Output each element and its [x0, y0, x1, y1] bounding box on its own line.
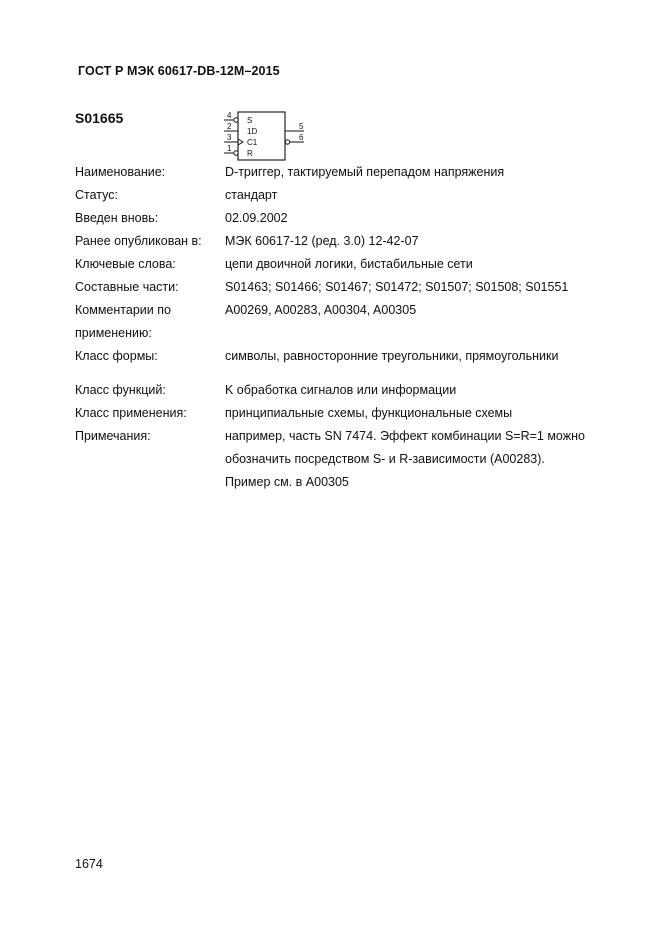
d-flip-flop-symbol [224, 108, 324, 164]
field-value: K обработка сигналов или информации [225, 383, 457, 397]
clock-triangle [238, 139, 243, 145]
field-value: МЭК 60617-12 (ред. 3.0) 12-42-07 [225, 234, 419, 248]
field-value: D-триггер, тактируемый перепадом напряжения [225, 165, 505, 179]
label-1d: 1D [247, 127, 258, 136]
field-value: S01463; S01466; S01467; S01472; S01507; S01508; S01551 [225, 280, 569, 294]
pin-1: 1 [227, 144, 232, 153]
field-label: Наименование: [75, 165, 166, 179]
field-value: A00269, A00283, A00304, A00305 [225, 303, 417, 317]
field-value: стандарт [225, 188, 278, 202]
set-negation-circle [234, 118, 238, 122]
field-value: например, часть SN 7474. Эффект комбинации S=R=1 можно [225, 429, 585, 443]
page-number: 1674 [75, 857, 103, 871]
field-label: Статус: [75, 188, 118, 202]
pin-6: 6 [299, 133, 304, 142]
field-label: Примечания: [75, 429, 151, 443]
pin-2: 2 [227, 122, 232, 131]
field-value: символы, равносторонние треугольники, прямоугольники [225, 349, 559, 363]
field-label: Ключевые слова: [75, 257, 176, 271]
field-value: обозначить посредством S- и R-зависимости (A00283). [225, 452, 545, 466]
field-value: цепи двоичной логики, бистабильные сети [225, 257, 473, 271]
field-label: Класс применения: [75, 406, 187, 420]
field-label: Составные части: [75, 280, 179, 294]
symbol-code: S01665 [75, 110, 124, 126]
field-value: принципиальные схемы, функциональные схемы [225, 406, 513, 420]
field-value: Пример см. в A00305 [225, 475, 349, 489]
field-label: Введен вновь: [75, 211, 159, 225]
field-label: Класс функций: [75, 383, 166, 397]
field-label: Класс формы: [75, 349, 158, 363]
field-label: Комментарии по [75, 303, 171, 317]
pin-3: 3 [227, 133, 232, 142]
field-label: применению: [75, 326, 152, 340]
output-negation-circle [285, 140, 289, 144]
label-r: R [247, 149, 253, 158]
field-label: Ранее опубликован в: [75, 234, 202, 248]
reset-negation-circle [234, 151, 238, 155]
document-header: ГОСТ Р МЭК 60617-DB-12M–2015 [78, 64, 280, 78]
pin-4: 4 [227, 111, 232, 120]
symbol-box [238, 112, 285, 160]
pin-5: 5 [299, 122, 304, 131]
label-c1: C1 [247, 138, 258, 147]
label-s: S [247, 116, 253, 125]
field-value: 02.09.2002 [225, 211, 288, 225]
